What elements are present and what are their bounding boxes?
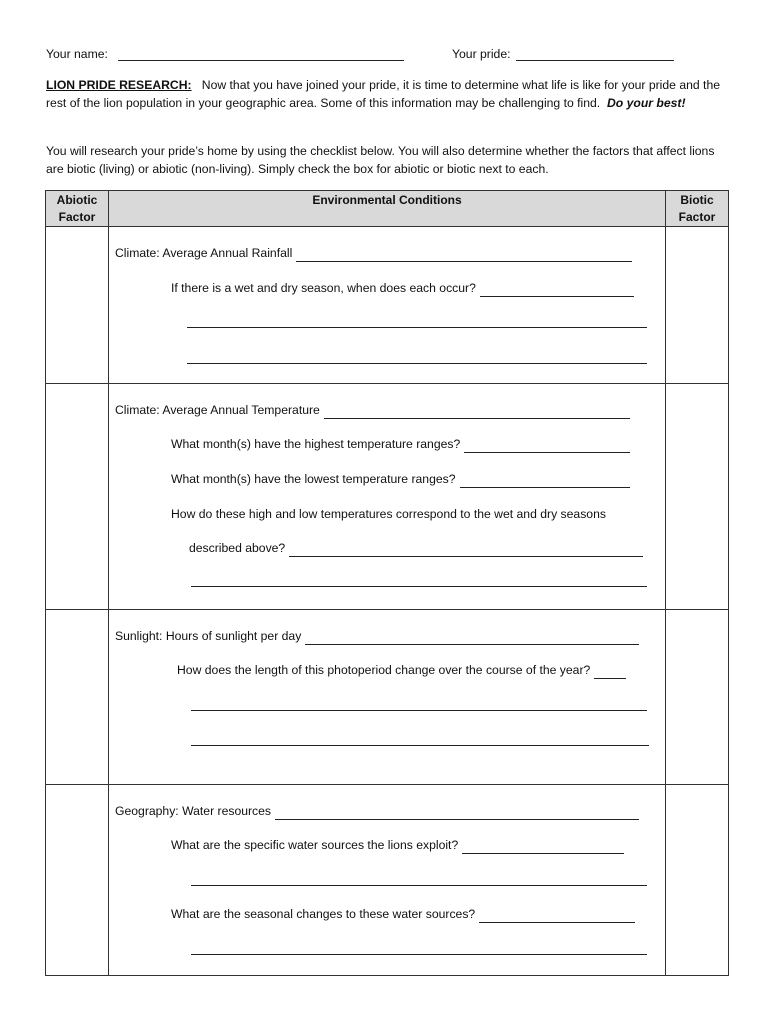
biotic-factor-header: [666, 191, 729, 227]
table-header-row: [46, 191, 729, 227]
rainfall-line: [115, 244, 632, 262]
abiotic-header-line2: Factor: [58, 210, 96, 224]
biotic-checkbox-rainfall[interactable]: [666, 227, 729, 384]
table-row: [46, 384, 729, 610]
seasonal-changes-question: What are the seasonal changes to these water sources?: [171, 907, 476, 921]
highest-temp-blank[interactable]: [464, 439, 630, 453]
biotic-header-line1: Biotic: [680, 193, 714, 207]
intro-emphasis: Do your best!: [606, 96, 686, 110]
answer-line[interactable]: [191, 885, 647, 886]
abiotic-factor-header: [46, 191, 109, 227]
biotic-checkbox-temperature[interactable]: [666, 384, 729, 610]
temperature-line: [115, 401, 630, 419]
wet-dry-season-line: [171, 279, 634, 297]
described-above-text: described above?: [189, 541, 286, 555]
abiotic-checkbox-water[interactable]: [46, 785, 109, 976]
lowest-temp-blank[interactable]: [460, 474, 630, 488]
intro-paragraph: [46, 76, 726, 112]
photoperiod-line: [177, 661, 626, 679]
rainfall-label: Climate: Average Annual Rainfall: [115, 246, 293, 260]
water-resources-line: [115, 802, 639, 820]
name-label: Your name:: [46, 47, 108, 61]
rainfall-blank[interactable]: [296, 248, 632, 262]
environmental-conditions-header: Environmental Conditions: [109, 191, 666, 227]
sunlight-blank[interactable]: [305, 631, 639, 645]
photoperiod-blank[interactable]: [594, 665, 626, 679]
highest-temp-question: What month(s) have the highest temperature ranges?: [171, 437, 461, 451]
temperature-conditions-cell: [109, 384, 666, 610]
wet-dry-season-question: If there is a wet and dry season, when does each occur?: [171, 281, 476, 295]
described-above-line: [189, 539, 643, 557]
table-row: [46, 785, 729, 976]
water-sources-question: What are the specific water sources the lions exploit?: [171, 838, 459, 852]
pride-blank[interactable]: [516, 60, 674, 61]
temperature-label: Climate: Average Annual Temperature: [115, 403, 320, 417]
answer-line[interactable]: [187, 327, 647, 328]
answer-line[interactable]: [187, 363, 647, 364]
highest-temp-line: [171, 435, 630, 453]
abiotic-checkbox-sunlight[interactable]: [46, 610, 109, 785]
photoperiod-question: How does the length of this photoperiod change over the course of the year?: [177, 663, 591, 677]
rainfall-conditions-cell: [109, 227, 666, 384]
seasonal-changes-blank[interactable]: [479, 909, 635, 923]
water-resources-label: Geography: Water resources: [115, 804, 272, 818]
temperature-blank[interactable]: [324, 405, 630, 419]
instructions-paragraph: You will research your pride’s home by using the checklist below. You will also determine whether the factors that affect lions are biotic (living) or abiotic (non-living). Simply check the box for abiotic or biotic next to each.: [46, 144, 715, 176]
biotic-checkbox-sunlight[interactable]: [666, 610, 729, 785]
abiotic-checkbox-rainfall[interactable]: [46, 227, 109, 384]
sunlight-conditions-cell: [109, 610, 666, 785]
answer-line[interactable]: [191, 745, 649, 746]
wet-dry-season-blank[interactable]: [480, 283, 634, 297]
abiotic-header-line1: Abiotic: [56, 193, 98, 207]
checklist-table: [45, 190, 729, 976]
answer-line[interactable]: [191, 954, 647, 955]
seasonal-changes-line: [171, 905, 635, 923]
answer-line[interactable]: [191, 586, 647, 587]
lowest-temp-line: [171, 470, 630, 488]
water-sources-blank[interactable]: [462, 840, 624, 854]
biotic-checkbox-water[interactable]: [666, 785, 729, 976]
correspond-question-line: [171, 505, 606, 523]
lion-pride-research-heading: LION PRIDE RESEARCH:: [46, 78, 192, 92]
table-row: [46, 610, 729, 785]
water-resources-blank[interactable]: [275, 806, 639, 820]
intro-text: Now that you have joined your pride, it is time to determine what life is like for your pride and the rest of the lion population in your geographic area. Some of this information may be challenging to find.: [46, 78, 720, 110]
water-conditions-cell: [109, 785, 666, 976]
water-sources-line: [171, 836, 624, 854]
name-blank[interactable]: [118, 60, 404, 61]
pride-label: Your pride:: [452, 47, 511, 61]
correspond-question: How do these high and low temperatures correspond to the wet and dry seasons: [171, 507, 606, 521]
lowest-temp-question: What month(s) have the lowest temperature ranges?: [171, 472, 456, 486]
table-row: [46, 227, 729, 384]
abiotic-checkbox-temperature[interactable]: [46, 384, 109, 610]
answer-line[interactable]: [191, 710, 647, 711]
biotic-header-line2: Factor: [678, 210, 716, 224]
sunlight-line: [115, 627, 639, 645]
sunlight-label: Sunlight: Hours of sunlight per day: [115, 629, 302, 643]
name-row: [46, 47, 726, 65]
described-above-blank[interactable]: [289, 543, 643, 557]
